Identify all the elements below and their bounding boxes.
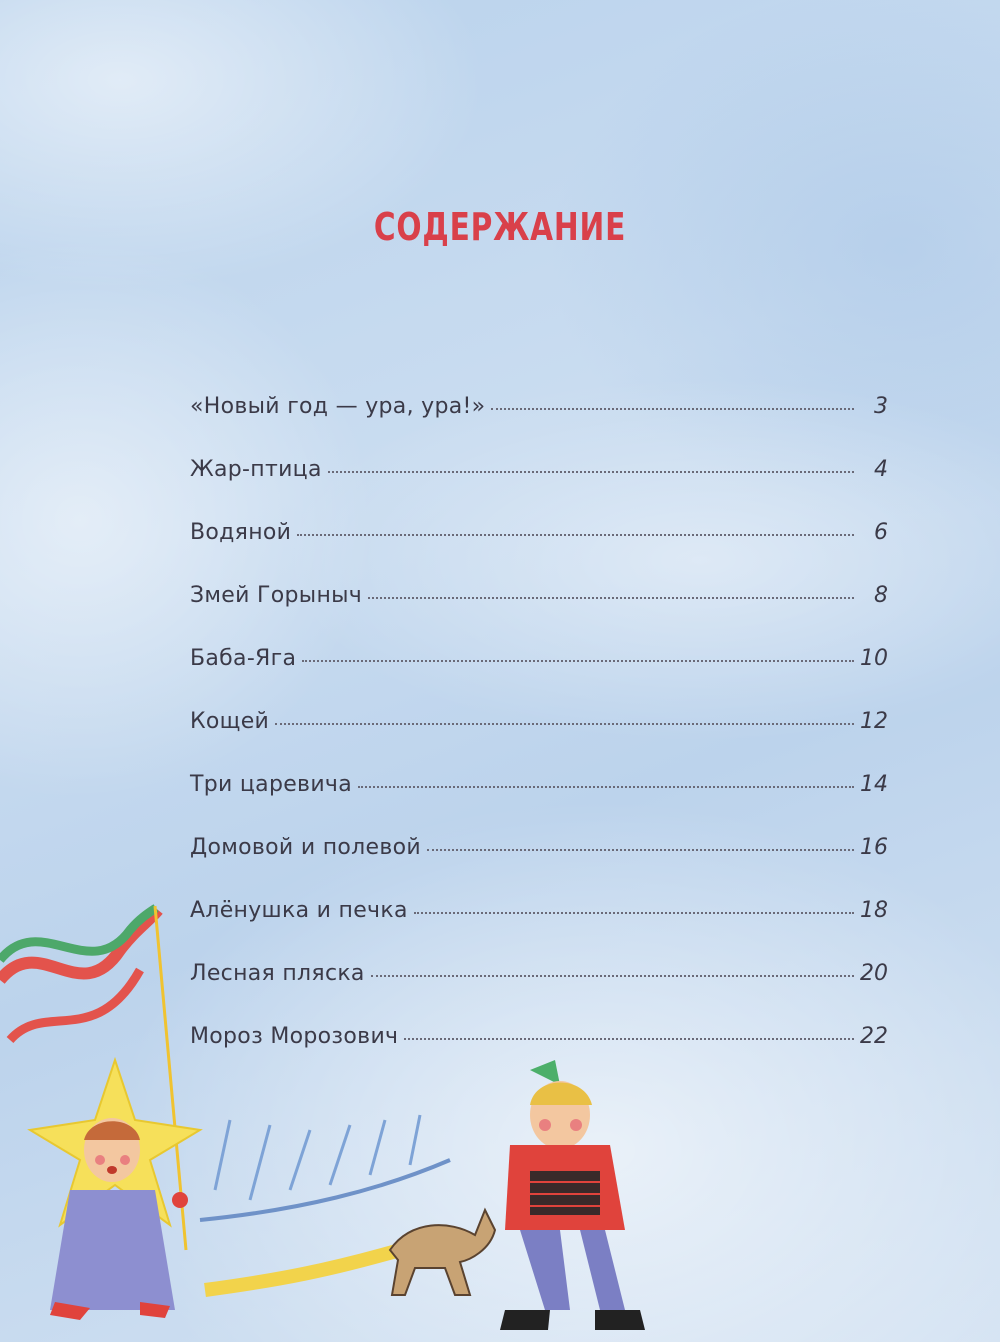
toc-entry-title: Лесная пляска: [190, 961, 365, 986]
toc-entry-title: Змей Горыныч: [190, 583, 363, 608]
toc-entry-page: 20: [860, 961, 888, 986]
toc-entry-title: Баба-Яга: [190, 646, 297, 671]
toc-entry[interactable]: [190, 646, 888, 709]
dot-leader: [358, 784, 854, 788]
dot-leader: [297, 532, 854, 536]
dot-leader: [368, 595, 854, 599]
toc-entry[interactable]: [190, 394, 888, 457]
toc-entry-page: 6: [874, 520, 888, 545]
toc-entry[interactable]: [190, 520, 888, 583]
dot-leader: [491, 406, 854, 410]
toc-entry[interactable]: [190, 457, 888, 520]
toc-entry-page: 22: [860, 1024, 888, 1049]
toc-entry-page: 18: [860, 898, 888, 923]
dot-leader: [275, 721, 854, 725]
toc-entry-page: 10: [860, 646, 888, 671]
dot-leader: [328, 469, 854, 473]
toc-entry[interactable]: [190, 583, 888, 646]
toc-entry-title: Водяной: [190, 520, 292, 545]
toc-entry-title: Домовой и полевой: [190, 835, 421, 860]
toc-entry-title: Три царевича: [190, 772, 352, 797]
toc-entry-title: Кощей: [190, 709, 270, 734]
toc-entry[interactable]: [190, 709, 888, 772]
toc-entry[interactable]: [190, 772, 888, 835]
dog: [390, 1210, 495, 1295]
toc-entry-page: 3: [874, 394, 888, 419]
accordion-player: [500, 1060, 645, 1330]
toc-entry-page: 12: [860, 709, 888, 734]
dot-leader: [427, 847, 854, 851]
toc-entry-page: 4: [874, 457, 888, 482]
toc-entry-title: Мороз Морозович: [190, 1024, 399, 1049]
page-title: СОДЕРЖАНИЕ: [373, 205, 627, 249]
toc-entry-title: «Новый год — ура, ура!»: [190, 394, 486, 419]
toc-entry-title: Алёнушка и печка: [190, 898, 408, 923]
toc-entry-page: 14: [860, 772, 888, 797]
winter-procession-illustration: [0, 890, 700, 1342]
toc-entry[interactable]: [190, 835, 888, 898]
star-costume-child: [30, 1060, 200, 1320]
toc-entry-title: Жар-птица: [190, 457, 322, 482]
dot-leader: [302, 658, 854, 662]
toc-entry-page: 8: [874, 583, 888, 608]
toc-entry-page: 16: [860, 835, 888, 860]
